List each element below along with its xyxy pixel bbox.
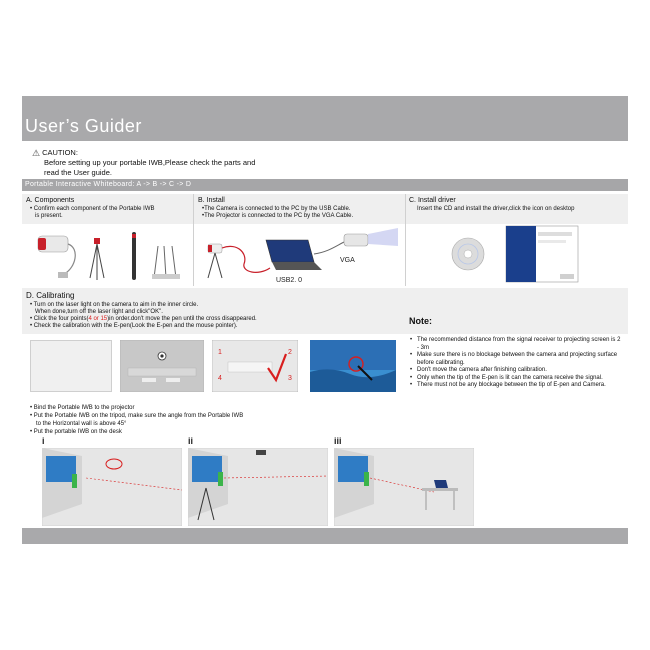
install-illustration <box>198 224 403 286</box>
setup-scene-2 <box>188 448 328 526</box>
process-band <box>22 179 628 191</box>
usb-label: USB2. 0 <box>276 277 303 284</box>
section-d-line-3-points: 4 or 15 <box>88 316 108 322</box>
note-header-panel <box>405 288 628 334</box>
vga-cable-line <box>314 242 344 254</box>
section-d-title: D. Calibrating <box>26 291 75 300</box>
installer-window <box>506 226 578 282</box>
cables-image <box>152 246 180 279</box>
laptop-image <box>266 240 322 270</box>
section-d-text <box>22 288 405 334</box>
calibration-point-1: 1 <box>218 349 222 356</box>
setup-scene-1 <box>42 448 182 526</box>
section-d-line-4: • Check the calibration with the E-pen(Look the E-pen and the mouse pointer). <box>30 323 238 329</box>
vga-label: VGA <box>340 257 355 264</box>
calibration-points-screen <box>212 340 298 392</box>
setup-line-1: • Bind the Portable IWB to the projector <box>30 405 135 411</box>
cd-icon <box>452 238 484 270</box>
calibration-point-3: 3 <box>288 375 292 382</box>
sections-abc-text <box>22 194 628 224</box>
section-d-line-3-pre: • Click the four points( <box>30 316 89 322</box>
section-d-line-1: • Turn on the laser light on the camera to aim in the inner circle. <box>30 302 199 308</box>
setup-line-4: • Put the portable IWB on the desk <box>30 429 122 435</box>
caution-line-1: Before setting up your portable IWB,Please check the parts and <box>44 158 256 167</box>
section-b-title: B. Install <box>198 197 225 204</box>
section-d-line-2: When done,turn off the laser light and click"OK". <box>35 309 163 315</box>
title-bar <box>22 96 628 141</box>
usb-cable-line <box>222 246 270 272</box>
note-list <box>410 337 624 390</box>
section-c-title: C. Install driver <box>409 197 456 204</box>
note-list-block <box>410 337 624 390</box>
tripod-image <box>90 238 104 280</box>
warning-icon: ⚠ <box>32 148 41 158</box>
section-a-line-1: • Confirm each component of the Portable IWB <box>30 206 155 212</box>
section-b-line-2: •The Projector is connected to the PC by the VGA Cable. <box>202 213 354 219</box>
projector-image <box>344 228 398 246</box>
footer-bar <box>22 528 628 544</box>
calibration-point-2: 2 <box>288 349 292 356</box>
camera-on-tripod-image <box>208 244 222 278</box>
caution-label: CAUTION: <box>42 148 78 157</box>
setup-instructions <box>30 404 243 436</box>
calibration-check-screen <box>310 340 396 392</box>
section-a-line-2: is present. <box>35 213 63 219</box>
note-item: • There must not be any blockage between the tip of E-pen and Camera. <box>410 382 624 390</box>
note-title: Note: <box>409 316 432 326</box>
process-band-text: Portable Interactive Whiteboard: A -> B -> C -> D <box>25 181 192 188</box>
note-item: • Don't move the camera after finishing calibration. <box>410 367 624 375</box>
note-item: • Make sure there is no blockage between the camera and projecting surface before calibrating. <box>410 352 624 367</box>
scene-label-3: iii <box>334 436 342 446</box>
components-illustration <box>32 228 192 286</box>
driver-illustration <box>408 224 628 286</box>
setup-scene-3 <box>334 448 474 526</box>
setup-line-3: to the Horizontal wall is above 45° <box>36 421 127 427</box>
section-c-line-1: Insert the CD and install the driver,click the icon on desktop <box>417 206 575 212</box>
user-guide-sheet <box>22 96 628 544</box>
section-a-title: A. Components <box>26 197 75 204</box>
setup-line-2: • Put the Portable IWB on the tripod, make sure the angle from the Portable IWB <box>30 413 244 419</box>
e-pen-image <box>132 232 136 280</box>
scene-label-1: i <box>42 436 45 446</box>
note-item: • Only when the tip of the E-pen is lit can the camera receive the signal. <box>410 375 624 383</box>
divider-ab <box>193 194 194 286</box>
divider-bc <box>405 194 406 286</box>
caution-block <box>32 148 255 178</box>
caution-line-2: read the User guide. <box>44 168 112 177</box>
page-title: User’s Guider <box>25 116 142 136</box>
section-d-line-3-post: )in order.don't move the pen until the cross disappeared. <box>107 316 257 322</box>
camera-image <box>38 236 68 252</box>
calibration-blank-screen <box>30 340 112 392</box>
note-item: • The recommended distance from the signal receiver to projecting screen is 2 - 3m <box>410 337 624 352</box>
calibration-dialog-screen <box>120 340 204 392</box>
calibration-point-4: 4 <box>218 375 222 382</box>
scene-label-2: ii <box>188 436 194 446</box>
section-b-line-1: •The Camera is connected to the PC by the USB Cable. <box>202 206 351 212</box>
